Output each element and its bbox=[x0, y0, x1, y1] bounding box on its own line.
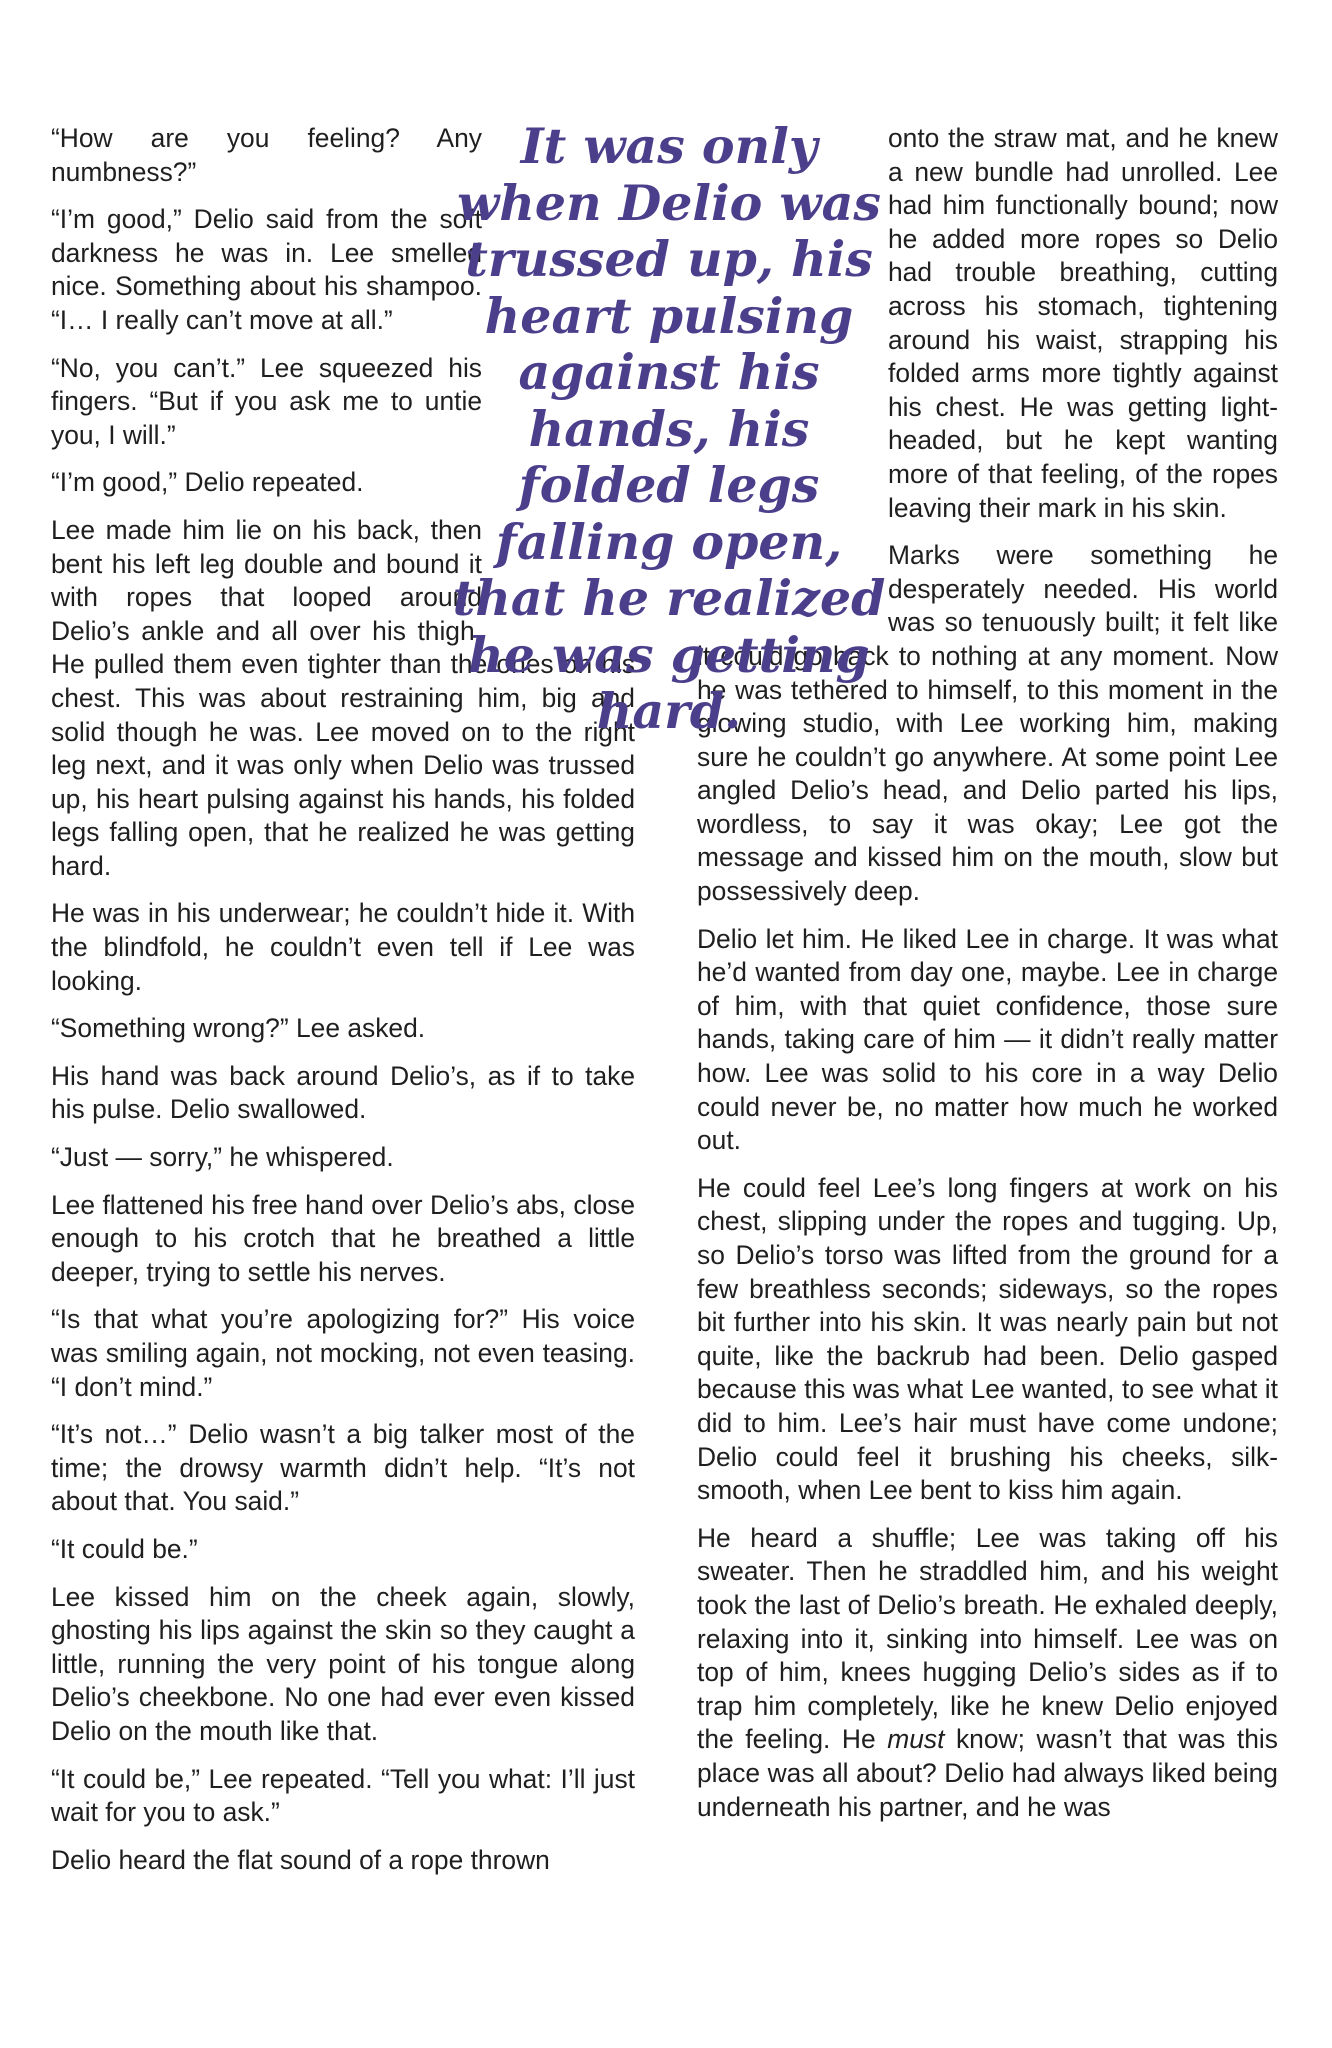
paragraph: “Something wrong?” Lee asked. bbox=[51, 1013, 426, 1044]
paragraph: Delio heard the flat sound of a rope thrown bbox=[51, 1844, 550, 1875]
pull-quote: It was only when Delio was trussed up, his heart pulsing against his hands, his folded legs falling open, that he realized he was getting hard. bbox=[452, 117, 886, 740]
text-run: know; wasn’t that was this place was all about? Delio had always liked being underneath his partner, and he was bbox=[697, 1724, 1278, 1822]
paragraph: “It could be,” Lee repeated. “Tell you what: I’ll just wait for you to ask.” bbox=[51, 1763, 635, 1828]
paragraph: “It’s not…” Delio wasn’t a big talker most of the time; the drowsy warmth didn’t help. “It’s not about that. You said.” bbox=[51, 1419, 635, 1517]
paragraph: His hand was back around Delio’s, as if to take his pulse. Delio swallowed. bbox=[51, 1060, 635, 1125]
paragraph: Delio let him. He liked Lee in charge. It was what he’d wanted from day one, maybe. Lee in charge of him, with that quiet confidence, those sure hands, taking care of him — it didn’t really matter how. Lee was solid to his core in a way Delio could never be, no matter how much he worked out. bbox=[697, 923, 1278, 1156]
paragraph: “It could be.” bbox=[51, 1533, 198, 1564]
paragraph: “No, you can’t.” Lee squeezed his fingers. “But if you ask me to untie you, I will.” bbox=[51, 352, 482, 450]
paragraph: He was in his underwear; he couldn’t hide it. With the blindfold, he couldn’t even tell if Lee was looking. bbox=[51, 898, 635, 996]
emphasis: must bbox=[887, 1724, 945, 1755]
paragraph: Lee made him lie on his back, then bent his left leg double and bound it with ropes that looped around Delio’s ankle and all over his thigh. He pulled them even tighter than the ones on his chest. This was about restraining him, big and solid though he was. Lee moved on to the right leg next, and it was only when Delio was trussed up, his heart pulsing against his hands, his folded legs falling open, that he realized he was getting hard. bbox=[51, 514, 635, 881]
paragraph: Lee kissed him on the cheek again, slowly, ghosting his lips against the skin so they caught a little, running the very point of his tongue along Delio’s cheekbone. No one had ever even kissed Delio on the mouth like that. bbox=[51, 1581, 635, 1746]
paragraph-last bbox=[697, 1522, 1278, 1824]
paragraph: “How are you feeling? Any numbness?” bbox=[51, 123, 482, 187]
paragraph: onto the straw mat, and he knew a new bundle had unrolled. Lee had him functionally bound; now he added more ropes so Delio had trouble breathing, cutting across his stomach, tightening around his waist, strapping his folded arms more tightly against his chest. He was getting lightheaded, but he kept wanting more of that feeling, of the ropes leaving their mark in his skin. bbox=[888, 123, 1278, 523]
paragraph: “I’m good,” Delio said from the soft darkness he was in. Lee smelled nice. Something about his shampoo. “I… I really can’t move at all.” bbox=[51, 204, 482, 335]
paragraph: Lee flattened his free hand over Delio’s abs, close enough to his crotch that he breathed a little deeper, trying to settle his nerves. bbox=[51, 1189, 635, 1287]
paragraph: “Is that what you’re apologizing for?” His voice was smiling again, not mocking, not even teasing. “I don’t mind.” bbox=[51, 1304, 635, 1402]
text-run: He heard a shuffle; Lee was taking off his sweater. Then he straddled him, and his weight took the last of Delio’s breath. He exhaled deeply, relaxing into it, sinking into himself. Lee was on top of him, knees hugging Delio’s sides as if to trap him completely, like he knew Delio enjoyed the feeling. He bbox=[697, 1522, 1278, 1755]
paragraph: “Just — sorry,” he whispered. bbox=[51, 1142, 394, 1173]
paragraph: He could feel Lee’s long fingers at work on his chest, slipping under the ropes and tugging. Up, so Delio’s torso was lifted from the ground for a few breathless seconds; sideways, so the ropes bit further into his skin. It was nearly pain but not quite, like the backrub had been. Delio gasped because this was what Lee wanted, to see what it did to him. Lee’s hair must have come undone; Delio could feel it brushing his cheeks, silk-smooth, when Lee bent to kiss him again. bbox=[697, 1172, 1278, 1506]
paragraph: Marks were something he desperately needed. His world was so tenuously built; it felt like it could go back to nothing at any moment. Now he was tethered to himself, to this moment in the glowing studio, with Lee working him, making sure he couldn’t go anywhere. At some point Lee angled Delio’s head, and Delio parted his lips, wordless, to say it was okay; Lee got the message and kissed him on the mouth, slow but possessively deep. bbox=[697, 540, 1278, 907]
paragraph: “I’m good,” Delio repeated. bbox=[51, 467, 364, 498]
